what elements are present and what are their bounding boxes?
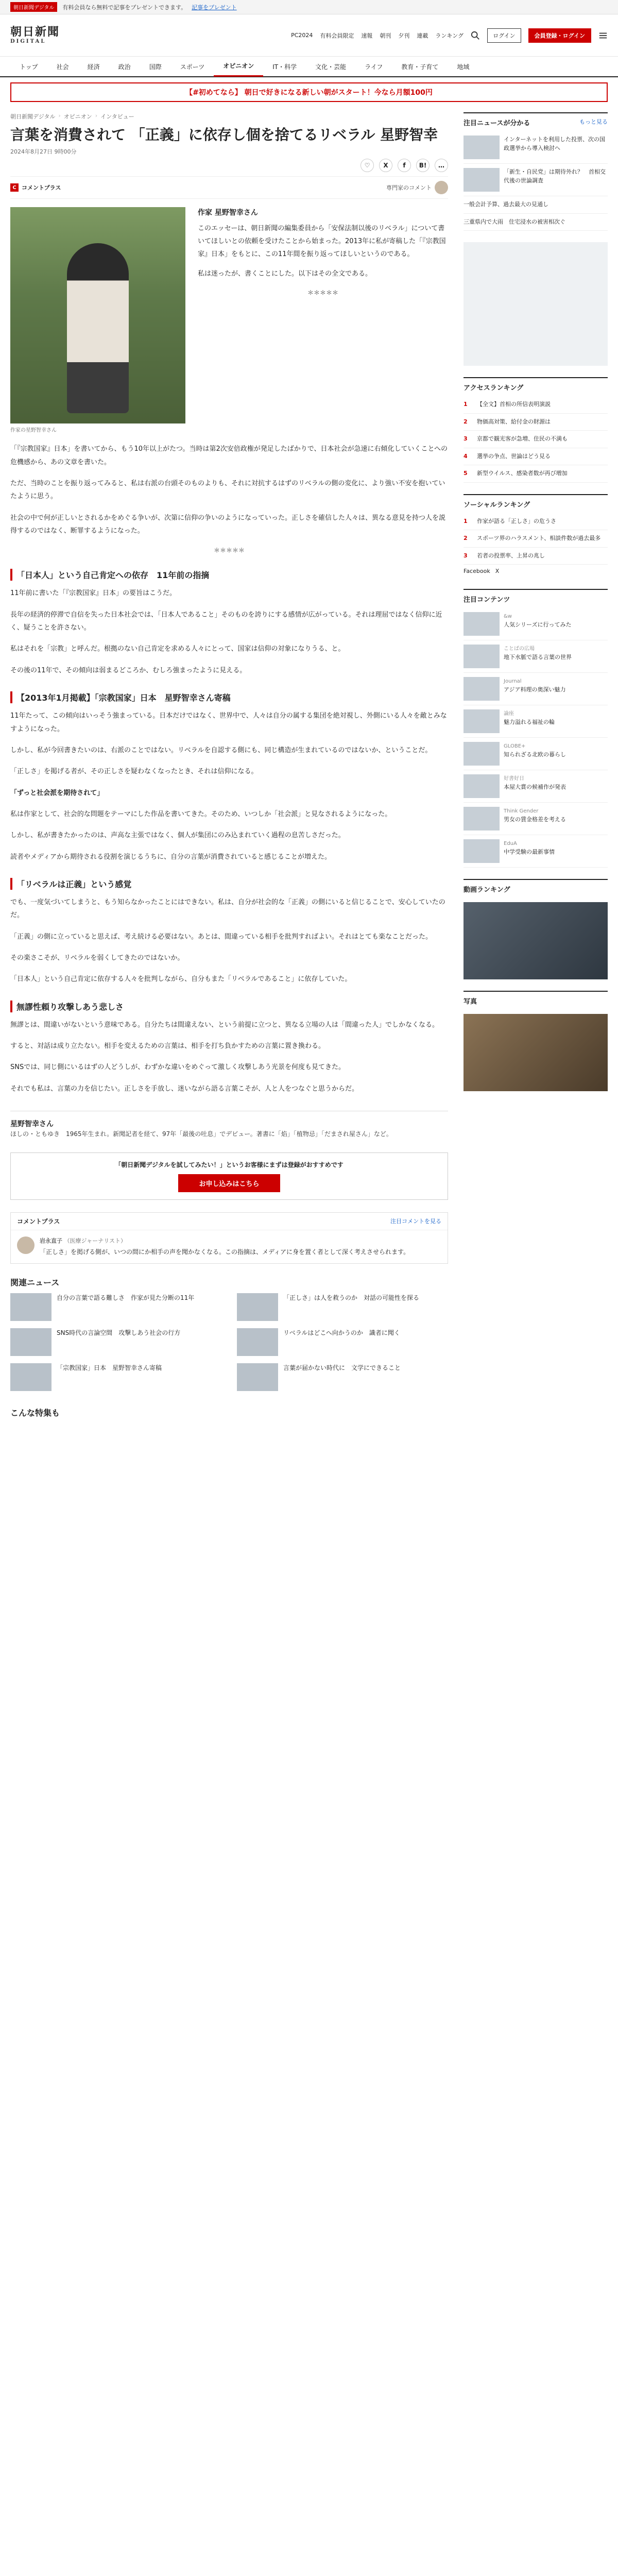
content-tag: Journal <box>504 679 522 684</box>
content-item[interactable] <box>464 770 608 803</box>
body-paragraph: 無謬とは、間違いがないという意味である。自分たちは間違えない、という前提に立つと、異なる立場の人は「間違った人」でしかなくなる。 <box>10 1021 439 1029</box>
sidebar-heading <box>464 590 608 608</box>
ranking-item[interactable] <box>464 513 608 531</box>
related-grid <box>10 1293 448 1391</box>
content-item[interactable] <box>464 608 608 640</box>
article-lead <box>10 207 448 433</box>
article-main <box>10 112 448 1423</box>
avatar <box>435 181 448 194</box>
sidebar-news-title: 「新生・自民党」は期待外れ？ 首相交代後の世論調査 <box>504 168 606 184</box>
content-thumbnail <box>464 612 500 636</box>
site-logo[interactable] <box>10 26 88 44</box>
article-title: 言葉を消費されて 「正義」に依存し個を捨てるリベラル 星野智幸 <box>10 126 438 143</box>
breadcrumb-item[interactable]: インタビュー <box>100 113 134 120</box>
facebook-share-icon[interactable]: f <box>398 159 411 172</box>
category-item[interactable]: トップ <box>20 63 38 71</box>
comment-plus-label: コメントプラス <box>22 184 61 192</box>
sidebar <box>464 112 608 1423</box>
related-thumbnail <box>10 1293 52 1321</box>
sidebar-thumbnail <box>464 135 500 159</box>
breadcrumb-item[interactable]: オピニオン <box>63 113 92 120</box>
content-thumbnail <box>464 774 500 798</box>
sidebar-social-ranking <box>464 494 608 578</box>
page-layout <box>0 107 618 1423</box>
content-title: 魅力溢れる福祉の輪 <box>504 718 555 725</box>
subscribe-message: 「朝日新聞デジタルを試してみたい！」というお客様にまずは登録がおすすめです <box>115 1161 344 1168</box>
logo-en: DIGITAL <box>10 39 46 44</box>
related-item[interactable] <box>237 1363 448 1391</box>
sidebar-heading-label: 注目ニュースが分かる <box>464 120 530 127</box>
section-heading: 「リベラルは正義」という感覚 <box>10 878 448 890</box>
lead-paragraph: このエッセーは、朝日新聞の編集委員から「安保法制以後のリベラル」について書いてほしいとの依頼を受けたことから始まった。2013年に私が寄稿した「『宗教国家』日本」をもとに、この11年間を振り返ってほしいというのである。 <box>198 225 446 258</box>
commenter-role: （医療ジャーナリスト） <box>64 1237 127 1244</box>
facebook-follow-link[interactable]: Facebook <box>464 568 490 574</box>
logo-jp: 朝日新聞 <box>10 25 60 39</box>
content-thumbnail <box>464 839 500 863</box>
content-thumbnail <box>464 709 500 733</box>
subscribe-box <box>10 1153 448 1200</box>
category-item[interactable]: 政治 <box>118 63 131 71</box>
breadcrumb <box>10 112 448 121</box>
content-thumbnail <box>464 645 500 668</box>
category-item[interactable]: 文化・芸能 <box>315 63 347 71</box>
body-paragraph: 11年前に書いた「『宗教国家』日本」の要旨はこうだ。 <box>10 589 177 598</box>
category-item[interactable]: 地域 <box>457 63 470 71</box>
comments-heading: コメントプラス <box>17 1217 60 1225</box>
content-tag: 論座 <box>504 711 514 717</box>
rank-number: 3 <box>464 552 468 559</box>
comment-plus-bar[interactable] <box>10 176 448 199</box>
sidebar-news-item[interactable] <box>464 164 608 196</box>
ranking-title: 【全文】首相の所信表明演説 <box>477 401 551 408</box>
sidebar-news-title: インターネットを利用した投票、次の国政選挙から導入検討へ <box>504 136 606 151</box>
body-paragraph: 「正しさ」を掲げる者が、その正しさを疑わなくなったとき、それは信仰になる。 <box>10 768 258 776</box>
header-nav-item[interactable]: 速報 <box>361 32 373 39</box>
section-divider-stars: ＊＊＊＊＊ <box>307 289 338 297</box>
content-tag: GLOBE+ <box>504 743 526 749</box>
content-thumbnail <box>464 677 500 701</box>
ranking-item[interactable] <box>464 548 608 565</box>
rank-number: 2 <box>464 535 468 541</box>
sidebar-heading <box>464 495 608 513</box>
content-item[interactable] <box>464 705 608 738</box>
body-subheading: 「ずっと社会派を期待されて」 <box>10 789 104 797</box>
site-header <box>0 14 618 57</box>
photo-caption: 作家の星野智幸さん <box>10 428 57 434</box>
sidebar-more-link[interactable]: もっと見る <box>579 118 608 125</box>
lead-paragraph: 私は迷ったが、書くことにした。以下はその全文である。 <box>198 270 372 278</box>
related-heading: 関連ニュース <box>10 1278 60 1287</box>
content-item[interactable] <box>464 673 608 705</box>
x-follow-link[interactable]: X <box>495 568 500 574</box>
comments-panel <box>10 1212 448 1264</box>
body-paragraph: 「正義」の側に立っていると思えば、考え続ける必要はない。あとは、間違っている相手を批判すればよい。それはとても楽なことだった。 <box>10 933 433 941</box>
comment-item <box>11 1230 448 1263</box>
author-profile <box>10 1111 448 1140</box>
related-thumbnail <box>10 1363 52 1391</box>
menu-icon[interactable] <box>598 31 608 40</box>
see-all-comments-link[interactable]: 注目コメントを見る <box>390 1218 441 1225</box>
content-item[interactable] <box>464 640 608 673</box>
comment-plus-icon: C <box>10 183 19 192</box>
content-title: 知られざる北欧の暮らし <box>504 751 566 758</box>
content-title: アジア料理の奥深い魅力 <box>504 686 566 693</box>
rank-number: 1 <box>464 401 468 408</box>
body-paragraph: 私は作家として、社会的な問題をテーマにした作品を書いてきた。そのため、いつしか「社会派」と見なされるようになった。 <box>10 810 392 818</box>
comments-header <box>11 1213 448 1230</box>
photo-thumbnail[interactable] <box>464 1014 608 1091</box>
body-paragraph: その楽さこそが、リベラルを弱くしてきたのではないか。 <box>10 954 184 962</box>
sidebar-heading-label: ソーシャルランキング <box>464 501 530 509</box>
comment-plus-label-group <box>10 183 61 192</box>
sidebar-news-item[interactable] <box>464 196 608 214</box>
social-follow-row <box>464 565 608 578</box>
body-paragraph: それでも私は、言葉の力を信じたい。正しさを手放し、迷いながら語る言葉こそが、人と人をつなぐと思うからだ。 <box>10 1084 359 1093</box>
sidebar-heading <box>464 378 608 396</box>
header-nav-item[interactable]: 連載 <box>417 32 428 39</box>
sidebar-heading <box>464 992 608 1010</box>
sidebar-news-title: 一般会計予算、過去最大の見通し <box>464 201 548 208</box>
ranking-item[interactable] <box>464 448 608 466</box>
related-title: SNS時代の言論空間 攻撃しあう社会の行方 <box>57 1329 181 1336</box>
more-features-heading: こんな特集も <box>10 1408 60 1418</box>
comment-expert-label: 専門家のコメント <box>386 184 432 192</box>
content-title: 地下水脈で語る言葉の世界 <box>504 653 572 660</box>
search-icon[interactable] <box>471 31 480 40</box>
body-paragraph: SNSでは、同じ側にいるはずの人どうしが、わずかな違いをめぐって激しく攻撃しあう光景を何度も見てきた。 <box>10 1063 345 1072</box>
article-date: 2024年8月27日 9時00分 <box>10 148 77 156</box>
sidebar-content <box>464 589 608 868</box>
body-paragraph: 読者やメディアから期待される役割を演じるうちに、自分の言葉が消費されていると感じることが増えた。 <box>10 853 331 861</box>
rank-number: 2 <box>464 418 468 425</box>
commenter-name[interactable]: 岩永直子 <box>40 1237 62 1244</box>
content-title: 本屋大賞の候補作が発表 <box>504 783 566 790</box>
sidebar-video <box>464 879 608 979</box>
avatar <box>17 1236 35 1254</box>
content-title: 人気シリーズに行ってみた <box>504 621 572 628</box>
body-paragraph: すると、対話は成り立たない。相手を変えるための言葉は、相手を打ち負かすための言葉に置き換わる。 <box>10 1042 325 1050</box>
content-tag: ことばの広場 <box>504 646 535 652</box>
author-photo[interactable] <box>10 207 185 423</box>
content-tag: 好書好日 <box>504 776 524 782</box>
x-share-icon[interactable]: X <box>379 159 392 172</box>
content-item[interactable] <box>464 803 608 835</box>
promo-pill: 朝日新聞デジタル <box>10 2 57 12</box>
content-tag: &w <box>504 614 512 619</box>
comment-meta <box>40 1236 409 1245</box>
related-title: 「宗教国家」日本 星野智幸さん寄稿 <box>57 1364 162 1371</box>
content-title: 男女の賃金格差を考える <box>504 816 566 823</box>
related-item[interactable] <box>10 1363 221 1391</box>
ranking-title: 若者の投票率、上昇の兆し <box>477 552 545 559</box>
comment-expert-group <box>386 181 448 194</box>
breadcrumb-item[interactable]: 朝日新聞デジタル <box>10 113 56 120</box>
body-paragraph: その後の11年で、その傾向は弱まるどころか、むしろ強まったように見える。 <box>10 666 247 674</box>
rank-number: 4 <box>464 452 468 460</box>
related-title: 言葉が届かない時代に 文学にできること <box>283 1364 401 1371</box>
related-title: 自分の言葉で語る難しさ 作家が見た分断の11年 <box>57 1294 195 1301</box>
section-divider-stars: ＊＊＊＊＊ <box>213 547 245 554</box>
body-paragraph: しかし、私が今回書きたいのは、右派のことではない。リベラルを自認する側にも、同じ構造が生まれているのではないか、ということだ。 <box>10 746 432 754</box>
login-button[interactable]: ログイン <box>487 28 521 43</box>
content-item[interactable] <box>464 738 608 770</box>
related-thumbnail <box>237 1363 278 1391</box>
share-row <box>10 159 448 172</box>
header-nav-item[interactable]: 朝刊 <box>380 32 391 39</box>
body-paragraph: 「『宗教国家』日本」を書いてから、もう10年以上がたつ。当時は第2次安倍政権が発足したばかりで、日本社会が急速に右傾化していくことへの危機感から、あの文章を書いた。 <box>10 445 448 466</box>
rank-number: 1 <box>464 517 468 524</box>
body-paragraph: 11年たって、この傾向はいっそう強まっている。日本だけではなく、世界中で、人々は自分の属する集団を絶対視し、外側にいる人々を敵とみなすようになった。 <box>10 712 447 733</box>
ranking-item[interactable] <box>464 414 608 431</box>
sidebar-news-title: 三重県内で大雨 住宅浸水の被害相次ぐ <box>464 218 565 225</box>
sidebar-photo <box>464 991 608 1091</box>
category-item[interactable]: スポーツ <box>180 63 205 71</box>
signup-button[interactable]: 会員登録・ログイン <box>528 28 591 43</box>
bookmark-icon[interactable]: ♡ <box>360 159 374 172</box>
section-heading-link[interactable]: 【2013年1月掲載】「宗教国家」日本 星野智幸さん寄稿 <box>10 691 448 703</box>
section-heading: 「日本人」という自己肯定への依存 11年前の指摘 <box>10 569 448 581</box>
sidebar-news-item[interactable] <box>464 214 608 231</box>
body-paragraph: 社会の中で何が正しいとされるかをめぐる争いが、次第に信仰の争いのようになっていった。正しさを確信した人々は、異なる意見を持つ人を説得するのではなく、断罪するようになった。 <box>10 514 446 535</box>
body-paragraph: ただ、当時のことを振り返ってみると、私は右派の台頭そのものよりも、それに対抗するはずのリベラルの側の変化に、より強い不安を抱いていたように思う。 <box>10 480 445 501</box>
ranking-item[interactable] <box>464 530 608 548</box>
header-nav <box>291 28 608 43</box>
profile-text: ほしの・ともゆき 1965年生まれ。新聞記者を経て、97年「最後の吐息」でデビュー。著書に「焰」「植物忌」「だまされ屋さん」など。 <box>10 1130 392 1138</box>
photo-figure <box>10 207 185 433</box>
ad-slot[interactable] <box>464 242 608 366</box>
content-tag: EduA <box>504 841 517 846</box>
category-item[interactable]: 経済 <box>87 63 100 71</box>
ranking-item[interactable] <box>464 431 608 448</box>
hatena-share-icon[interactable]: B! <box>416 159 430 172</box>
category-item[interactable]: ライフ <box>365 63 383 71</box>
person-silhouette <box>67 243 129 413</box>
header-nav-item[interactable]: PC2024 <box>291 32 313 39</box>
category-nav <box>0 57 618 77</box>
body-paragraph: 私はそれを「宗教」と呼んだ。根拠のない自己肯定を求める人々にとって、国家は信仰の対象になりうる、と。 <box>10 645 345 653</box>
content-thumbnail <box>464 807 500 831</box>
sidebar-heading <box>464 880 608 898</box>
breadcrumb-separator: › <box>95 112 98 119</box>
subscribe-button[interactable]: お申し込みはこちら <box>178 1174 280 1192</box>
comment-content <box>40 1236 409 1257</box>
more-share-icon[interactable]: … <box>435 159 448 172</box>
sidebar-heading <box>464 113 608 131</box>
ranking-title: 作家が語る「正しさ」の危うさ <box>477 517 556 524</box>
section-heading: 無謬性頼り攻撃しあう悲しさ <box>10 1001 448 1012</box>
related-title: リベラルはどこへ向かうのか 識者に聞く <box>283 1329 400 1336</box>
body-paragraph: でも、一度気づいてしまうと、もう知らなかったことにはできない。私は、自分が社会的な「正義」の側にいると信じることで、安心していたのだ。 <box>10 898 445 920</box>
related-item[interactable] <box>237 1293 448 1321</box>
related-item[interactable] <box>10 1293 221 1321</box>
campaign-banner[interactable]: 【#初めてなら】 朝日で好きになる新しい朝がスタート！今なら月額100円 <box>10 82 608 102</box>
rank-number: 5 <box>464 470 468 477</box>
comment-body: 「正しさ」を掲げる側が、いつの間にか相手の声を聞かなくなる。この指摘は、メディアに身を置く者として深く考えさせられます。 <box>40 1248 410 1256</box>
content-item[interactable] <box>464 835 608 868</box>
related-thumbnail <box>237 1328 278 1356</box>
category-item[interactable]: IT・科学 <box>272 63 297 71</box>
body-paragraph: しかし、私が書きたかったのは、声高な主張ではなく、個人が集団にのみ込まれていく過程の息苦しさだった。 <box>10 832 345 840</box>
ranking-title: 選挙の争点、世論はどう見る <box>477 452 551 460</box>
sidebar-ranking <box>464 112 608 231</box>
ranking-title: スポーツ界のハラスメント、相談件数が過去最多 <box>477 535 601 541</box>
category-item[interactable]: 国際 <box>149 63 162 71</box>
header-nav-item[interactable]: 有料会員限定 <box>320 32 354 39</box>
sidebar-news-item[interactable] <box>464 131 608 164</box>
category-item-active[interactable]: オピニオン <box>214 56 263 77</box>
promo-strip <box>0 0 618 14</box>
ranking-item[interactable] <box>464 396 608 414</box>
sidebar-heading-label: 写真 <box>464 998 477 1006</box>
category-item[interactable]: 教育・子育て <box>401 63 439 71</box>
ranking-title: 新型ウイルス、感染者数が再び増加 <box>477 470 568 477</box>
byline: 作家 星野智幸さん <box>198 209 258 217</box>
header-nav-item[interactable]: 夕刊 <box>398 32 410 39</box>
lead-text <box>198 207 448 433</box>
ranking-title: 京都で観光客が急増、住民の不満も <box>477 435 568 442</box>
video-thumbnail[interactable] <box>464 902 608 979</box>
sidebar-thumbnail <box>464 168 500 192</box>
category-item[interactable]: 社会 <box>56 63 69 71</box>
profile-name: 星野智幸さん <box>10 1120 54 1129</box>
sidebar-heading-label: 注目コンテンツ <box>464 596 510 604</box>
related-item[interactable] <box>10 1328 221 1356</box>
related-title: 「正しさ」は人を救うのか 対話の可能性を探る <box>283 1294 420 1301</box>
ranking-item[interactable] <box>464 465 608 483</box>
sidebar-heading-label: 動画ランキング <box>464 886 510 894</box>
promo-text: 有料会員なら無料で記事をプレゼントできます。 <box>62 4 187 11</box>
content-title: 中学受験の最新事情 <box>504 848 555 855</box>
body-paragraph: 長年の経済的停滞で自信を失った日本社会では、「日本人であること」そのものを誇りにする感情が広がっている。それは理屈ではなく信仰に近く、疑うことを許さない。 <box>10 611 442 632</box>
related-thumbnail <box>237 1293 278 1321</box>
header-nav-item[interactable]: ランキング <box>435 32 464 39</box>
content-thumbnail <box>464 742 500 766</box>
related-item[interactable] <box>237 1328 448 1356</box>
ranking-title: 物価高対策、給付金の財源は <box>477 418 551 425</box>
sidebar-access-ranking <box>464 377 608 483</box>
sidebar-heading-label: アクセスランキング <box>464 384 524 392</box>
content-tag: Think Gender <box>504 808 539 814</box>
body-paragraph: 「日本人」という自己肯定に依存する人々を批判しながら、自分もまた「リベラルであること」に依存していた。 <box>10 975 352 984</box>
breadcrumb-separator: › <box>58 112 61 119</box>
related-thumbnail <box>10 1328 52 1356</box>
promo-link[interactable]: 記事をプレゼント <box>192 4 237 11</box>
rank-number: 3 <box>464 435 468 442</box>
